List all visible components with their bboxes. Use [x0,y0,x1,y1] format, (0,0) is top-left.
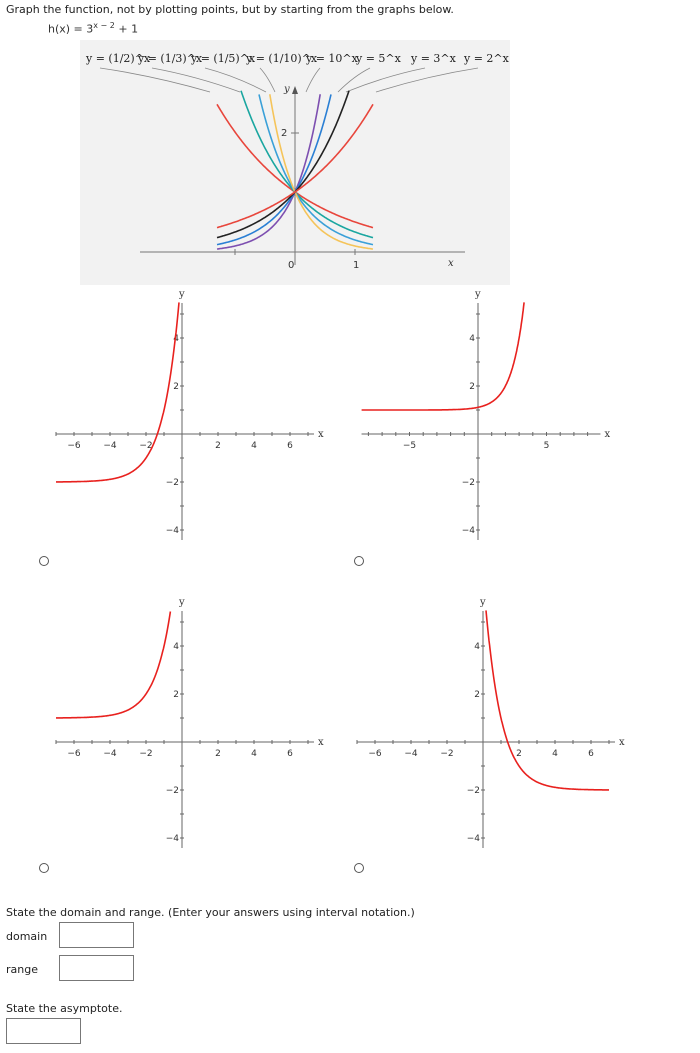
option-curve [362,302,524,410]
function-expression [48,21,138,36]
option-curve [56,612,170,718]
ref-series-label-1: y = (1/2)^x [86,52,151,65]
y-tick-label: 2 [173,690,179,700]
y-tick-label: 2 [173,382,179,392]
x-tick-label: −4 [103,749,117,759]
x-tick-label: −4 [404,749,418,759]
function-tail: + 1 [114,22,139,36]
ref-y-axis-label: y [284,84,290,95]
function-exponent: x − 2 [93,21,115,30]
option-graph-2 [355,285,650,550]
y-axis-label: y [475,289,481,300]
y-tick-label: −4 [165,834,179,844]
x-tick-label: 2 [215,441,221,451]
domain-range-prompt: State the domain and range. (Enter your answers using interval notation.) [6,906,415,919]
y-tick-label: −4 [466,834,480,844]
domain-label: domain [6,930,48,943]
ref-tick-x-label: 1 [353,260,360,271]
ref-series-label-6: y = 5^x [356,52,401,65]
option-curve [56,302,179,482]
ref-series-label-4: y = (1/10)^x [246,52,318,65]
function-lhs: h(x) = [48,22,87,36]
y-tick-label: −2 [165,786,179,796]
x-tick-label: 6 [588,749,594,759]
y-tick-label: 2 [474,690,480,700]
y-tick-label: 4 [474,642,480,652]
y-axis-label: y [179,289,185,300]
y-tick-label: 4 [173,334,179,344]
x-tick-label: 4 [251,749,257,759]
y-tick-label: −4 [165,526,179,536]
ref-series-label-5: y = 10^x [306,52,358,65]
x-tick-label: −6 [368,749,382,759]
y-axis-label: y [179,597,185,608]
domain-input[interactable] [59,922,134,948]
range-label: range [6,963,38,976]
x-axis-label: x [318,429,324,440]
x-tick-label: −5 [402,441,417,451]
x-tick-label: 4 [251,441,257,451]
x-tick-label: 6 [287,441,293,451]
y-tick-label: −2 [466,786,480,796]
ref-origin-label: 0 [288,260,295,271]
x-tick-label: −6 [67,749,81,759]
asymptote-prompt: State the asymptote. [6,1002,123,1015]
y-tick-label: −2 [165,478,179,488]
x-tick-label: −2 [139,749,153,759]
option-2-radio[interactable] [354,556,364,566]
instructions: Graph the function, not by plotting points, but by starting from the graphs below. [6,3,454,16]
x-tick-label: −2 [139,441,153,451]
option-curve [486,610,609,790]
ref-series-label-8: y = 2^x [464,52,509,65]
x-tick-label: 6 [287,749,293,759]
y-tick-label: 2 [469,382,475,392]
x-tick-label: −2 [440,749,454,759]
y-axis-label: y [480,597,486,608]
x-tick-label: 2 [516,749,522,759]
y-tick-label: 4 [173,642,179,652]
x-tick-label: −4 [103,441,117,451]
x-tick-label: 5 [543,441,550,451]
function-base: 3 [86,22,94,36]
option-graph-1 [40,285,360,550]
option-1-radio[interactable] [39,556,49,566]
ref-series-label-3: y = (1/5)^x [191,52,256,65]
ref-series-label-2: y = (1/3)^x [138,52,203,65]
x-axis-label: x [318,737,324,748]
reference-graph [80,40,510,285]
asymptote-input[interactable] [6,1018,81,1044]
y-tick-label: −2 [461,478,475,488]
option-graph-3 [40,593,360,858]
ref-x-axis-label: x [448,258,454,269]
x-axis-label: x [604,429,611,440]
y-tick-label: −4 [461,526,475,536]
ref-series-label-7: y = 3^x [411,52,456,65]
option-graph-4 [355,593,645,858]
x-axis-label: x [619,737,625,748]
x-tick-label: 2 [215,749,221,759]
option-4-radio[interactable] [354,863,364,873]
ref-tick-y-label: 2 [281,128,288,139]
range-input[interactable] [59,955,134,981]
option-3-radio[interactable] [39,863,49,873]
y-tick-label: 4 [469,334,475,344]
x-tick-label: −6 [67,441,81,451]
x-tick-label: 4 [552,749,558,759]
